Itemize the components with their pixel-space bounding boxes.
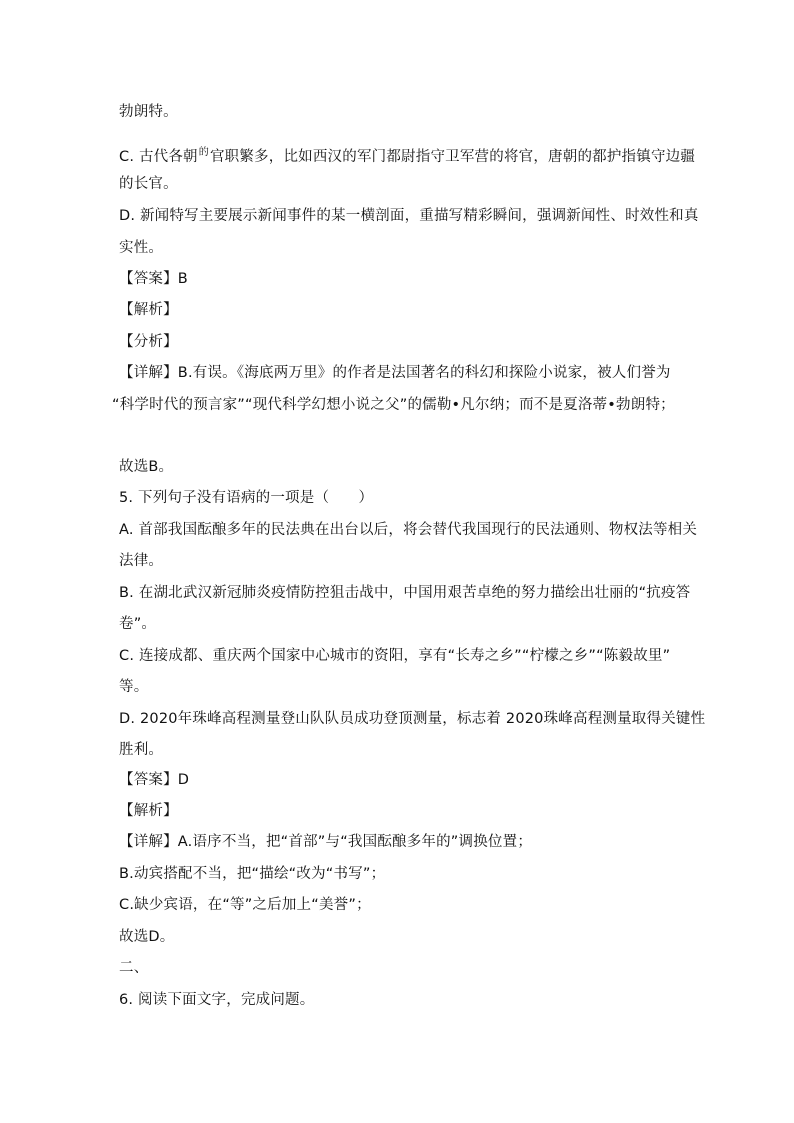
conclusion-line: 故选B。	[119, 459, 174, 475]
explanation-line: 【详解】A.语序不当，把“首部”与“我国酝酿多年的”调换位置；	[119, 834, 533, 850]
text-line: 法律。	[119, 553, 164, 569]
explanation-line: C.缺少宾语，在“等”之后加上“美誉”；	[119, 897, 371, 913]
answer-label: 【答案】B	[119, 271, 188, 287]
text-line: 卷”。	[119, 616, 157, 632]
text-line: 等。	[119, 679, 149, 695]
text-line: 勃朗特。	[119, 104, 178, 120]
option-c-line: C. 连接成都、重庆两个国家中心城市的资阳，享有“长寿之乡”“柠檬之乡”“陈毅故里”	[119, 648, 671, 664]
section-heading: 二、	[119, 960, 149, 976]
superscript-text: 的	[198, 147, 209, 158]
question-title: 6. 阅读下面文字，完成问题。	[119, 992, 315, 1008]
text-line: 实性。	[119, 240, 164, 256]
analysis-subheading: 【分析】	[119, 334, 178, 350]
analysis-label: 【解析】	[119, 302, 178, 318]
question-title: 5. 下列句子没有语病的一项是（ ）	[119, 490, 374, 506]
option-d-line: D. 2020年珠峰高程测量登山队队员成功登顶测量，标志着 2020珠峰高程测量取得关键性	[119, 711, 706, 727]
option-a-line: A. 首部我国酝酿多年的民法典在出台以后，将会替代我国现行的民法通则、物权法等相关	[119, 522, 698, 538]
conclusion-line: 故选D。	[119, 929, 175, 945]
answer-label: 【答案】D	[119, 772, 190, 788]
text-line: 的长官。	[119, 176, 178, 192]
text-fragment: 官职繁多，比如西汉的军门都尉指守卫军营的将官，唐朝的都护指镇守边疆	[209, 149, 696, 165]
option-b-line: B. 在湖北武汉新冠肺炎疫情防控狙击战中，中国用艰苦卓绝的努力描绘出壮丽的“抗疫答	[119, 585, 691, 601]
explanation-line: B.动宾搭配不当，把“描绘“改为“书写”；	[119, 866, 386, 882]
explanation-line: 【详解】B.有误。《海底两万里》的作者是法国著名的科幻和探险小说家，被人们誉为	[119, 365, 671, 381]
text-fragment: C. 古代各朝	[119, 149, 198, 165]
option-d-line: D. 新闻特写主要展示新闻事件的某一横剖面，重描写精彩瞬间，强调新闻性、时效性和真	[119, 208, 699, 224]
explanation-line: “科学时代的预言家”“现代科学幻想小说之父”的儒勒•凡尔纳；而不是夏洛蒂•勃朗特；	[112, 397, 675, 413]
option-c-line	[119, 143, 695, 167]
analysis-label: 【解析】	[119, 803, 178, 819]
text-line: 胜利。	[119, 742, 164, 758]
